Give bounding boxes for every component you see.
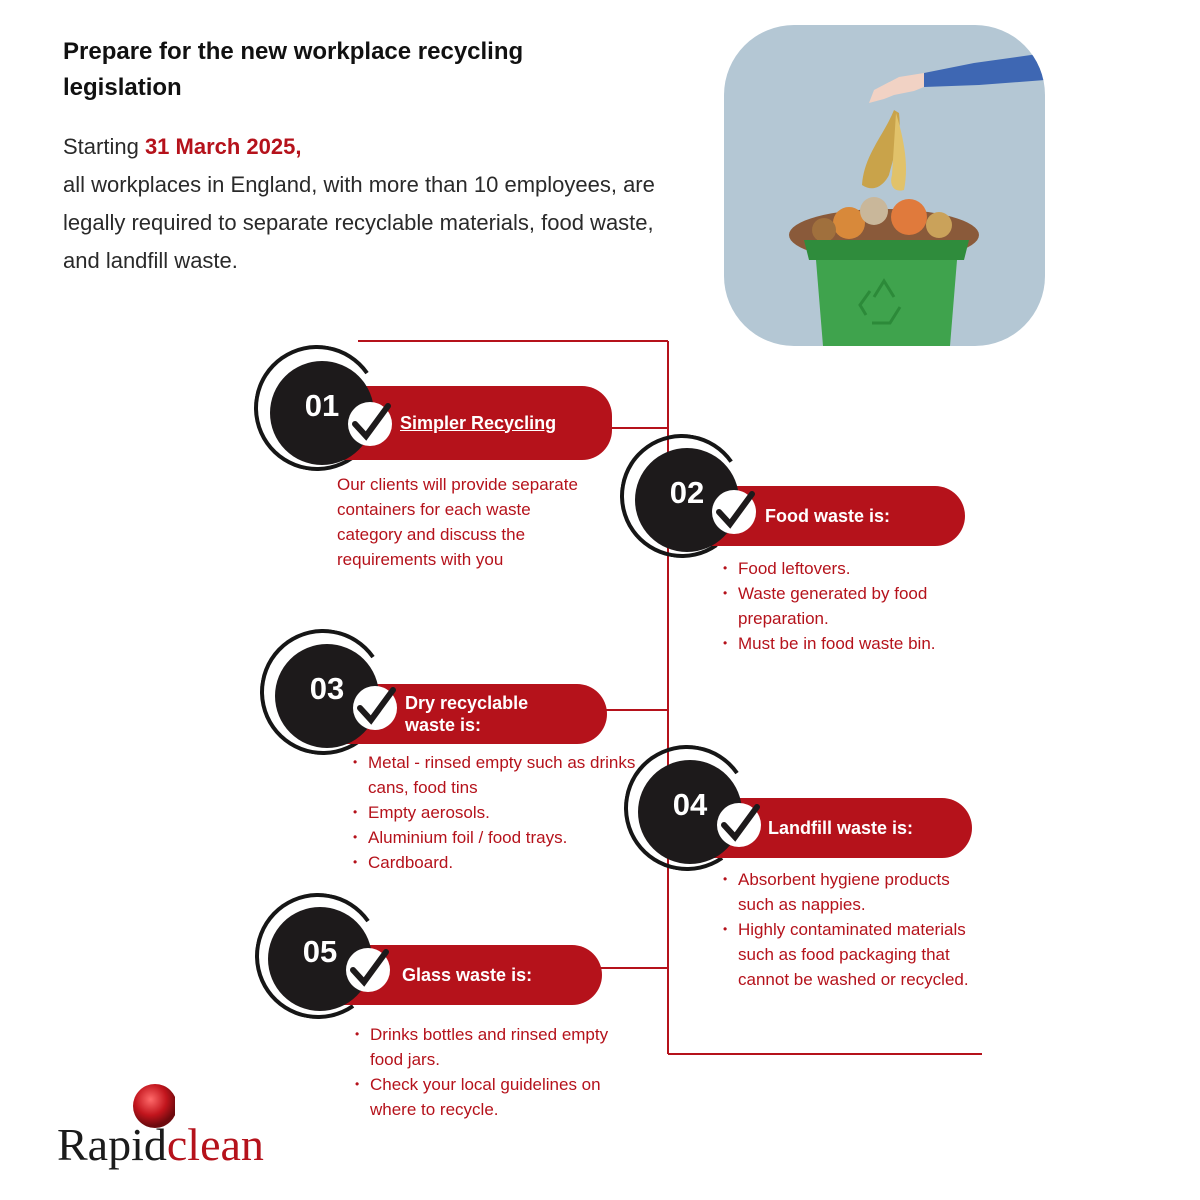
check-icon	[717, 803, 761, 847]
rapidclean-logo	[45, 1080, 300, 1185]
intro-body: all workplaces in England, with more than 10 employees, are legally required to separate recyclable materials, food waste, and landfill waste.	[63, 172, 655, 273]
step-02-banner: Food waste is:	[690, 486, 965, 546]
step-03-circle: 03	[275, 644, 379, 748]
step-05-banner: Glass waste is:	[322, 945, 602, 1005]
logo-text-clean: clean	[166, 1119, 264, 1170]
intro-text: Starting 31 March 2025, all workplaces in England, with more than 10 employees, are legally required to separate recyclable materials, food waste, and landfill waste.	[63, 134, 655, 273]
check-icon	[348, 402, 392, 446]
list-item: • Empty aerosols.	[368, 800, 638, 825]
list-item: • Drinks bottles and rinsed empty food jars.	[370, 1022, 630, 1072]
intro-prefix: Starting	[63, 134, 145, 159]
step-01-circle: 01	[270, 361, 374, 465]
list-item: • Absorbent hygiene products such as nappies.	[738, 867, 988, 917]
step-05-circle: 05	[268, 907, 372, 1011]
page-title: Prepare for the new workplace recycling legislation	[63, 38, 524, 101]
step-02-list	[722, 556, 998, 656]
logo-text-rapid: Rapid	[57, 1119, 167, 1170]
list-item: • Must be in food waste bin.	[738, 631, 998, 656]
check-icon	[346, 948, 390, 992]
step-02-circle: 02	[635, 448, 739, 552]
step-04-circle: 04	[638, 760, 742, 864]
list-item: • Food leftovers.	[738, 556, 998, 581]
intro-date: 31 March 2025	[144, 134, 296, 159]
list-item: • Aluminium foil / food trays.	[368, 825, 638, 850]
step-01-banner: Simpler Recycling	[320, 386, 612, 460]
list-item: • Waste generated by food preparation.	[738, 581, 998, 631]
step-04-banner: Landfill waste is:	[690, 798, 972, 858]
step-03-banner: Dry recyclable waste is:	[325, 684, 607, 744]
step-04-list	[722, 867, 988, 992]
list-item: • Metal - rinsed empty such as drinks cans, food tins	[368, 750, 638, 800]
list-item: • Highly contaminated materials such as food packaging that cannot be washed or recycled.	[738, 917, 988, 992]
list-item: • Check your local guidelines on where to recycle.	[370, 1072, 630, 1122]
step-01-text: Our clients will provide separate containers for each waste category and discuss the requirements with you	[337, 475, 578, 569]
list-item: • Cardboard.	[368, 850, 638, 875]
step-05-list	[354, 1022, 630, 1122]
check-icon	[353, 686, 397, 730]
step-03-list	[352, 750, 638, 875]
check-icon	[712, 490, 756, 534]
